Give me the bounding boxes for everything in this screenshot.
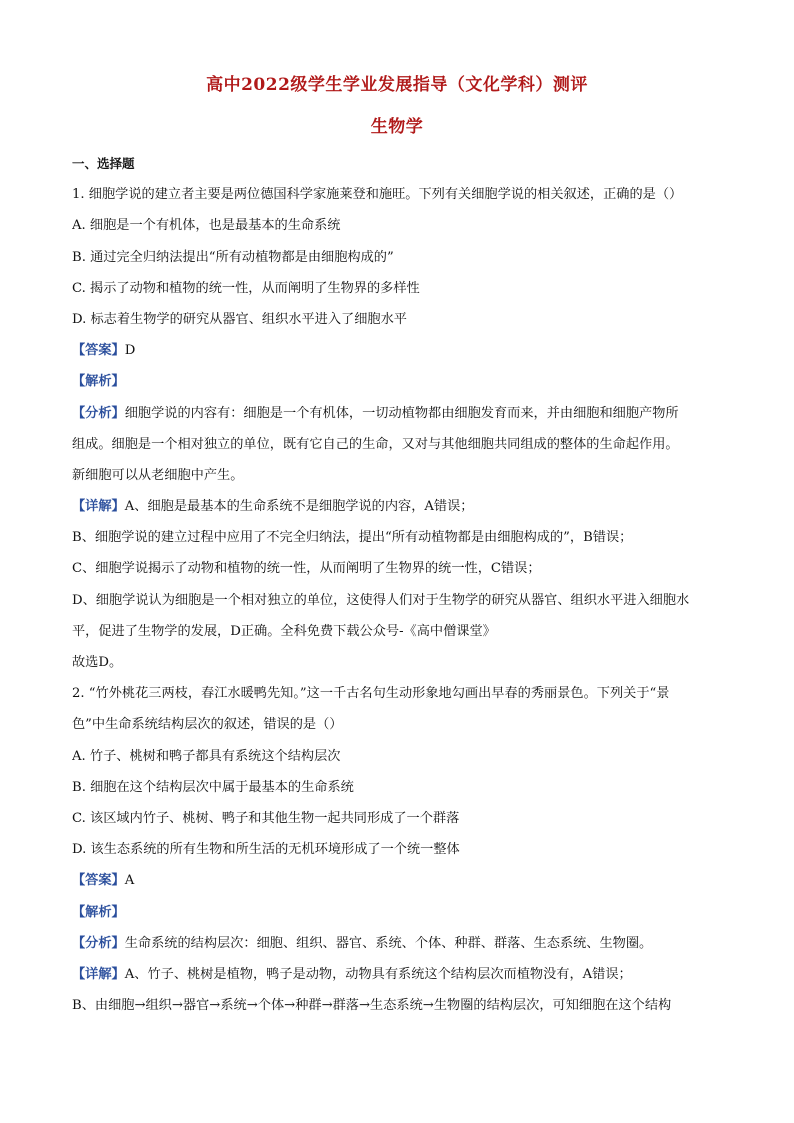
analysis-tag: 【解析】 (72, 374, 125, 390)
fenxi-text: 生命系统的结构层次：细胞、组织、器官、系统、个体、种群、群落、生态系统、生物圈。 (124, 935, 653, 951)
question-1-xiangjie-line: 平，促进了生物学的发展，D正确。全科免费下载公众号-《高中僧课堂》 (72, 623, 496, 639)
question-2-analysis-heading (72, 897, 728, 928)
fenxi-tag: 【分析】 (72, 405, 125, 421)
question-1-stem: 1. 细胞学说的建立者主要是两位德国科学家施莱登和施旺。下列有关细胞学说的相关叙述，正确的是（） (72, 187, 683, 203)
page-subtitle: 生物学 (370, 117, 424, 137)
question-1-fenxi-line: 新细胞可以从老细胞中产生。 (72, 467, 244, 483)
question-1-xiangjie-line: D、细胞学说认为细胞是一个相对独立的单位，这使得人们对于生物学的研究从器官、组织水平进入细胞水 (72, 592, 690, 608)
question-1-option-d: D. 标志着生物学的研究从器官、组织水平进入了细胞水平 (72, 311, 407, 327)
analysis-tag: 【解析】 (72, 904, 125, 920)
question-2-fenxi-line (72, 928, 728, 959)
question-2-option-d: D. 该生态系统的所有生物和所生活的无机环境形成了一个统一整体 (72, 842, 460, 858)
answer-tag: 【答案】 (72, 343, 125, 359)
question-1-xiangjie-line (72, 491, 728, 522)
answer-value: D (124, 343, 136, 359)
page-title: 高中2022级学生学业发展指导（文化学科）测评 (206, 75, 588, 95)
answer-tag: 【答案】 (72, 873, 125, 889)
question-1-option-b: B. 通过完全归纳法提出“所有动植物都是由细胞构成的” (72, 249, 394, 265)
question-1-option-c: C. 揭示了动物和植物的统一性，从而阐明了生物界的多样性 (72, 280, 420, 296)
question-2-stem: 2. “竹外桃花三两枝，春江水暖鸭先知。”这一千古名句生动形象地勾画出早春的秀丽景色。下列关于“景 (72, 686, 670, 702)
question-2-option-a: A. 竹子、桃树和鸭子都具有系统这个结构层次 (72, 748, 341, 764)
question-1-analysis-heading (72, 366, 728, 397)
question-2-option-c: C. 该区域内竹子、桃树、鸭子和其他生物一起共同形成了一个群落 (72, 810, 460, 826)
question-2-xiangjie-line: B、由细胞→组织→器官→系统→个体→种群→群落→生态系统→生物圈的结构层次，可知细胞在这个结构 (72, 998, 672, 1014)
xiangjie-text: A、竹子、桃树是植物，鸭子是动物，动物具有系统这个结构层次而植物没有，A错误； (124, 966, 632, 982)
question-1-conclusion: 故选D。 (72, 655, 123, 670)
fenxi-tag: 【分析】 (72, 935, 125, 951)
question-1-xiangjie-line: C、细胞学说揭示了动物和植物的统一性，从而阐明了生物界的统一性，C错误； (72, 561, 541, 577)
question-1-fenxi-line (72, 398, 728, 429)
document-body (72, 148, 728, 1021)
question-1-fenxi-line: 组成。细胞是一个相对独立的单位，既有它自己的生命，又对与其他细胞共同组成的整体的生命起作用。 (72, 436, 679, 452)
xiangjie-tag: 【详解】 (72, 499, 125, 515)
section-heading: 一、选择题 (72, 156, 135, 171)
xiangjie-text: A、细胞是最基本的生命系统不是细胞学说的内容，A错误； (124, 499, 474, 515)
question-1-answer (72, 335, 728, 366)
question-2-stem: 色”中生命系统结构层次的叙述，错误的是（） (72, 717, 343, 733)
question-1-option-a: A. 细胞是一个有机体，也是最基本的生命系统 (72, 218, 341, 234)
answer-value: A (124, 873, 135, 889)
xiangjie-tag: 【详解】 (72, 966, 125, 982)
fenxi-text: 细胞学说的内容有：细胞是一个有机体，一切动植物都由细胞发育而来，并由细胞和细胞产物所 (124, 405, 679, 421)
question-1-xiangjie-line: B、细胞学说的建立过程中应用了不完全归纳法，提出“所有动植物都是由细胞构成的”，B错误； (72, 530, 633, 546)
question-2-option-b: B. 细胞在这个结构层次中属于最基本的生命系统 (72, 779, 354, 795)
question-2-xiangjie-line (72, 959, 728, 990)
question-2-answer (72, 865, 728, 896)
